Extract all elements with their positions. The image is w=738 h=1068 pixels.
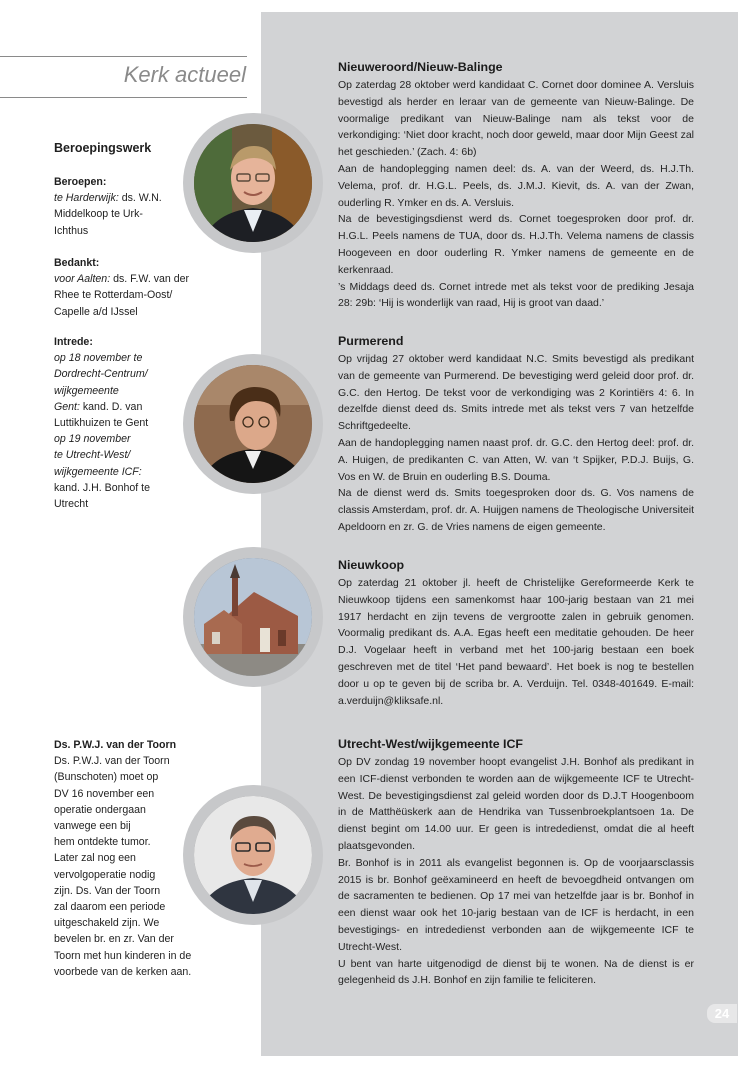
toorn-line: voorbede van de kerken aan.: [54, 965, 192, 978]
toorn-line: (Bunschoten) moet op: [54, 771, 159, 784]
article-paragraph: Br. Bonhof is in 2011 als evangelist begonnen is. Op de voorjaarsclassis 2015 is br. Bonhof geëxamineerd en heeft de bevoegdheid ontvangen om de sacramenten te bedienen. Op 17 mei van hetzelfde jaar is br. Bonhof in een dienst waar ook het 10-jarig bestaan van de ICF is herdacht, in een bevestigings- en intrededienst verbonden aan de wijkgemeente ICF te Utrecht-West.: [338, 856, 694, 953]
intrede-line: kand. J.H. Bonhof te: [54, 481, 150, 494]
portrait-man-smiling-illustration: [194, 124, 312, 242]
sidebar-heading: Beroepingswerk: [54, 141, 152, 155]
toorn-line: zal daarom een periode: [54, 901, 166, 914]
photo-church-nieuwkoop: [194, 558, 312, 676]
toorn-line: zijn. Ds. Van der Toorn: [54, 884, 161, 897]
toorn-line: hem ontdekte tumor.: [54, 836, 151, 849]
article-title: Nieuwkoop: [338, 558, 405, 572]
toorn-line: operatie ondergaan: [54, 803, 146, 816]
toorn-line: Later zal nog een: [54, 852, 136, 865]
intrede-line: op 18 november te: [54, 352, 143, 365]
intrede-line: Dordrecht-Centrum/: [54, 368, 148, 381]
sidebar-bedankt: [54, 255, 254, 320]
photo-cornet-frame: [183, 113, 323, 253]
intrede-line: Gent: kand. D. van: [54, 400, 143, 413]
article-paragraph: Na de dienst werd ds. Smits toegesproken door ds. G. Vos namens de classis Amsterdam, prof. dr. A. Huijgen namens de Theologische Universiteit Apeldoorn en zr. G. de Vries namens de eigen gemeente.: [338, 487, 694, 533]
beroepen-line: Middelkoop te Urk-: [54, 208, 143, 221]
bedankt-line: voor Aalten: ds. F.W. van der: [54, 273, 190, 286]
bedankt-line: Rhee te Rotterdam-Oost/: [54, 289, 173, 302]
church-building-illustration: [194, 558, 312, 676]
intrede-line: wijkgemeente ICF:: [54, 465, 142, 478]
toorn-label: Ds. P.W.J. van der Toorn: [54, 739, 177, 751]
toorn-line: Ds. P.W.J. van der Toorn: [54, 755, 170, 768]
article-paragraph: Aan de handoplegging namen naast prof. dr. G.C. den Hertog deel: prof. dr. A. Huigen, de predikanten C. van Atten, W. van ‘t Spijker, P.D.J. Buijs, G. Vos en W. de Bruin en ouderling B.S. Douma.: [338, 436, 694, 483]
article-paragraph: Op DV zondag 19 november hoopt evangelist J.H. Bonhof als predikant in een ICF-dienst verbonden te worden aan de wijkgemeente ICF te Utrecht-West. De bevestigingsdienst zal geleid worden door ds D.J.T Hoogenboom in de Matthëüskerk aan de Hendrika van Tussenbroekplantsoen 1a. De dienst begint om 14.00 uur. Er geen is intrededienst, omdat die al heeft plaatsgevonden.: [338, 756, 694, 852]
toorn-line: bevelen br. en zr. Van der: [54, 933, 174, 946]
article-paragraph: Op zaterdag 21 oktober jl. heeft de Christelijke Gereformeerde Kerk te Nieuwkoop tijdens een samenkomst haar 100-jarig bestaan van 21 mei 1917 herdacht en zijn tevens de vergrootte zalen in gebruik genomen. Voormalig predikant ds. A.A. Egas heeft een meditatie gehouden. De heer D.J. Vogelaar heeft in verband met het 100-jarig bestaan een boek geschreven met de titel ‘Het pand bewaard’. Het boek is nog te bestellen door u op te geven bij de scriba br. A. Verduijn. Tel. 0348-401649. E-mail: a.verduijn@kliksafe.nl.: [338, 577, 694, 707]
article-title: Purmerend: [338, 334, 404, 348]
article-nieuwkoop: [338, 558, 694, 709]
photo-smits: [194, 365, 312, 483]
portrait-man-curly-hair-illustration: [194, 365, 312, 483]
bedankt-label: Bedankt:: [54, 257, 100, 269]
header-rule-top: [0, 56, 247, 57]
photo-bonhof: [194, 796, 312, 914]
article-paragraph: Op zaterdag 28 oktober werd kandidaat C. Cornet door dominee A. Versluis bevestigd als herder en leraar van de gemeente van Nieuw-Balinge. De voormalige predikant van Nieuw-Balinge nam als tekst voor de verkondiging: ‘Niet door kracht, noch door geweld, maar door Mijn Geest zal het geschieden.’ (Zach. 4: 6b): [338, 79, 694, 159]
photo-bonhof-frame: [183, 785, 323, 925]
toorn-line: Toorn met hun kinderen in de: [54, 949, 192, 962]
beroepen-label: Beroepen:: [54, 176, 107, 188]
toorn-line: vervolgoperatie nodig: [54, 868, 156, 881]
toorn-line: uitgeschakeld zijn. We: [54, 917, 160, 930]
article-paragraph: Na de bevestigingsdienst werd ds. Cornet toegesproken door prof. dr. H.G.L. Peels namens de TUA, door ds. H.J.Th. Velema namens de classis Hoogeveen en door ouderling R. Ymker namens de gemeente en de kerkenraad.: [338, 213, 694, 276]
photo-smits-frame: [183, 354, 323, 494]
intrede-line: Luttikhuizen te Gent: [54, 417, 149, 430]
article-utrecht-west: [338, 737, 694, 989]
photo-cornet: [194, 124, 312, 242]
bedankt-line: Capelle a/d IJssel: [54, 305, 138, 318]
intrede-line: op 19 november: [54, 433, 131, 446]
intrede-line: te Utrecht-West/: [54, 449, 131, 462]
article-paragraph: ’s Middags deed ds. Cornet intrede met als tekst voor de prediking Jesaja 28: 29b: ‘Hij is wonderlijk van raad, Hij is groot van daad.’: [338, 280, 694, 310]
intrede-line: Utrecht: [54, 498, 89, 511]
photo-church-frame: [183, 547, 323, 687]
intrede-line: wijkgemeente: [54, 384, 119, 397]
article-nieuweroord: [338, 60, 694, 312]
toorn-line: vanwege een bij: [54, 820, 131, 833]
article-paragraph: Op vrijdag 27 oktober werd kandidaat N.C. Smits bevestigd als predikant van de gemeente van Purmerend. De bevestiging werd geleid door prof. dr. G.C. den Hertog. De tekst voor de verkondiging was 2 Korintiërs 4: 6. In dezelfde dienst deed ds. Smits intrede met als tekst vers 7 van hetzelfde Schriftgedeelte.: [338, 353, 694, 433]
toorn-line: DV 16 november een: [54, 787, 155, 800]
article-paragraph: U bent van harte uitgenodigd de dienst bij te wonen. Na de dienst is er gelegenheid ds J.H. Bonhof en zijn familie te feliciteren.: [338, 957, 694, 987]
beroepen-line: Ichthus: [54, 224, 89, 237]
intrede-label: Intrede:: [54, 336, 93, 348]
beroepen-line: te Harderwijk: ds. W.N.: [54, 192, 162, 205]
article-purmerend: [338, 334, 694, 536]
section-title: Kerk actueel: [123, 62, 246, 87]
article-paragraph: Aan de handoplegging namen deel: ds. A. van der Weerd, ds. H.J.Th. Velema, prof. dr. H.G.L. Peels, ds. J.M.J. Kievit, ds. A. van der Zwan, ouderling R. Ymker en ds. A. Versluis.: [338, 162, 694, 209]
page-number: 24: [707, 1004, 737, 1023]
header-rule-bottom: [0, 97, 247, 98]
portrait-man-glasses-illustration: [194, 796, 312, 914]
article-title: Nieuweroord/Nieuw-Balinge: [338, 60, 503, 74]
article-title: Utrecht-West/wijkgemeente ICF: [338, 737, 523, 751]
